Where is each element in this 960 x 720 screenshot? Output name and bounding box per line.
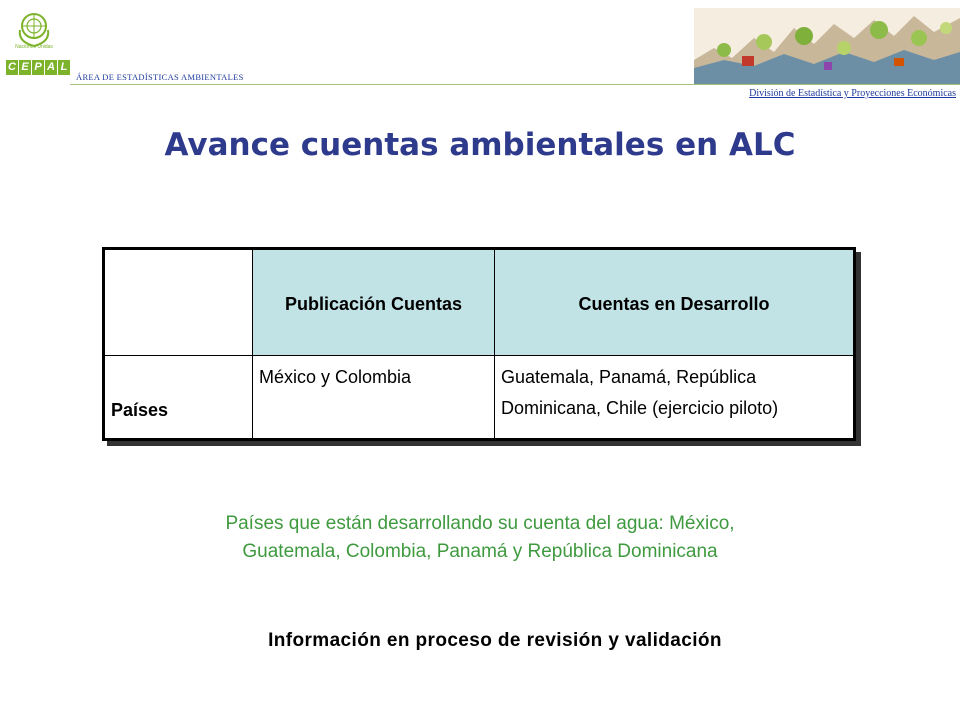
cepal-letter: P bbox=[32, 60, 44, 75]
banner-illustration bbox=[694, 8, 960, 84]
table-header-published: Publicación Cuentas bbox=[253, 250, 495, 356]
table-row-label: Países bbox=[105, 356, 253, 439]
division-label: División de Estadística y Proyecciones Económicas bbox=[749, 88, 956, 99]
cepal-logo bbox=[6, 60, 71, 75]
table-header-corner bbox=[105, 250, 253, 356]
water-account-note-line: Guatemala, Colombia, Panamá y República Dominicana bbox=[242, 541, 718, 562]
review-note: Información en proceso de revisión y validación bbox=[268, 630, 722, 651]
cepal-letter: L bbox=[58, 60, 70, 75]
table-header-in-development: Cuentas en Desarrollo bbox=[495, 250, 854, 356]
header-divider bbox=[70, 84, 960, 85]
cepal-letter: E bbox=[19, 60, 31, 75]
cepal-letter: A bbox=[45, 60, 57, 75]
un-logo-label: Naciones Unidas bbox=[15, 44, 53, 50]
area-label: ÁREA DE ESTADÍSTICAS AMBIENTALES bbox=[76, 72, 244, 82]
table-cell-published: México y Colombia bbox=[253, 356, 495, 439]
water-account-note bbox=[0, 510, 960, 566]
cepal-letter: C bbox=[6, 60, 18, 75]
table-header-row bbox=[105, 250, 854, 356]
water-account-note-line: Países que están desarrollando su cuenta del agua: México, bbox=[225, 513, 735, 534]
accounts-table bbox=[102, 247, 856, 441]
page-title: Avance cuentas ambientales en ALC bbox=[164, 127, 796, 163]
table-cell-in-development: Guatemala, Panamá, República Dominicana, Chile (ejercicio piloto) bbox=[495, 356, 854, 439]
table-row bbox=[105, 356, 854, 439]
